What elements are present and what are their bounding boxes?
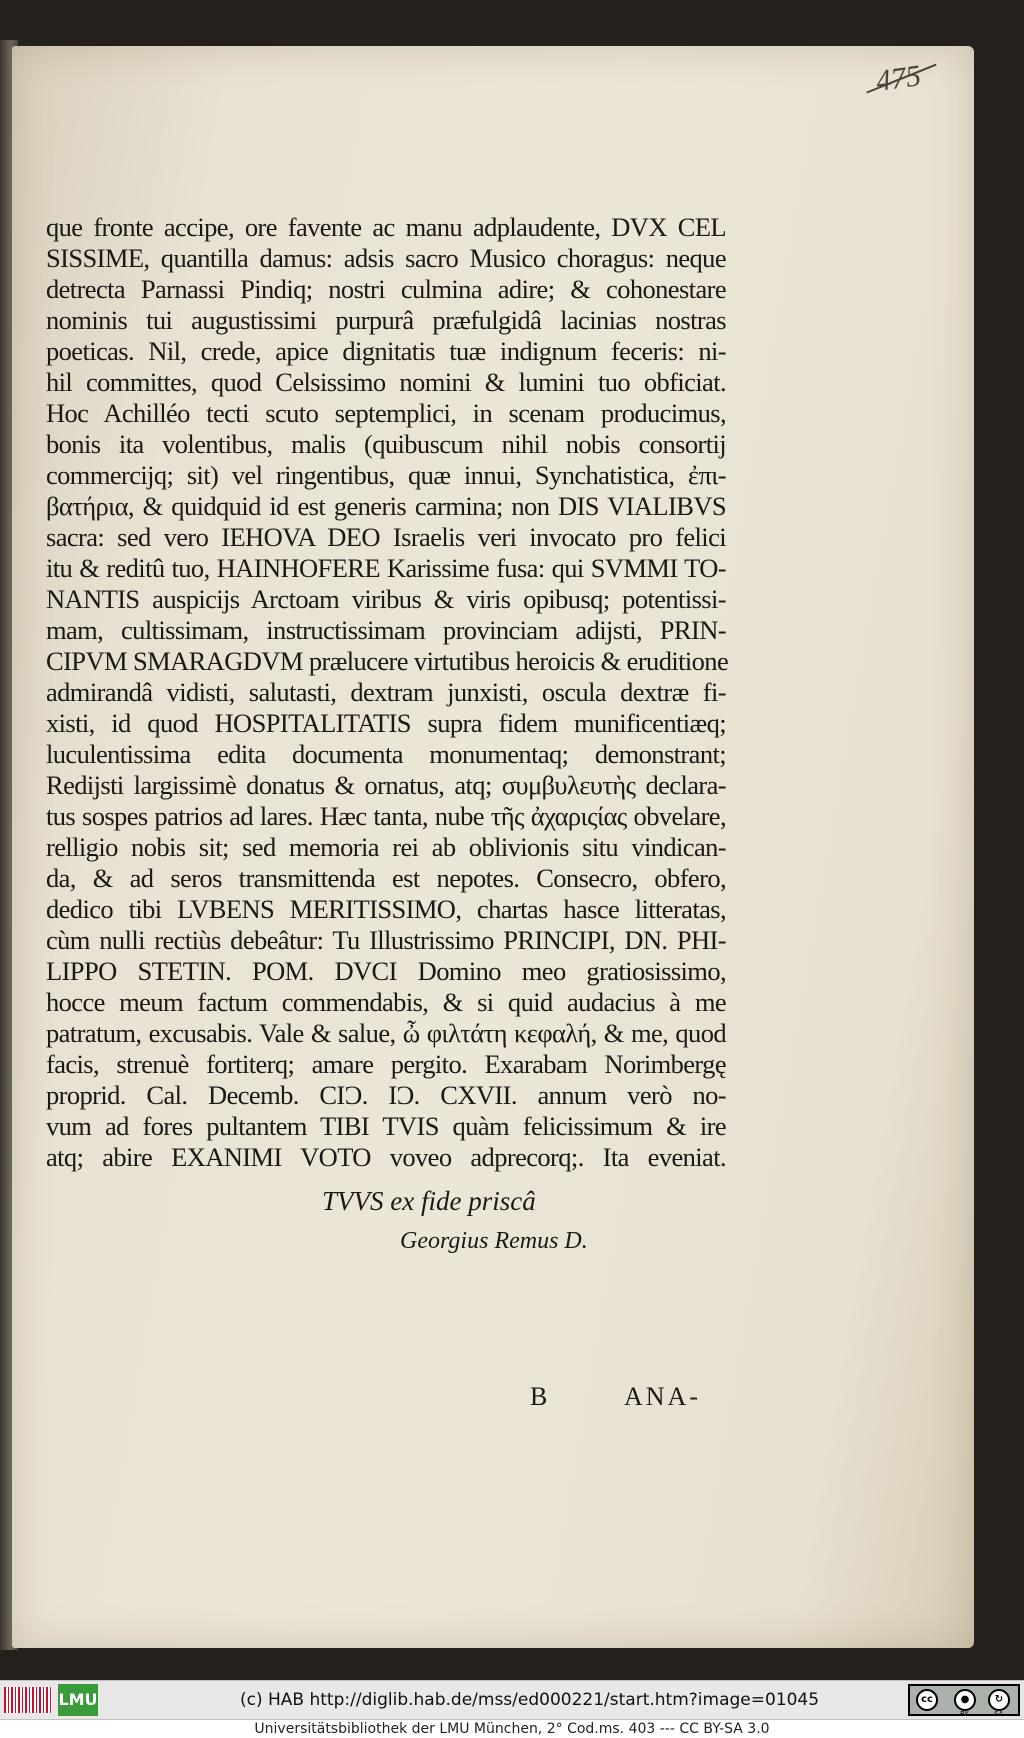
text-line: vum ad fores pultantem TIBI TVIS quàm felicissimum & ire	[46, 1111, 726, 1141]
text-line: proprid. Cal. Decemb. CIƆ. IƆ. CXVII. annum verò no-	[46, 1080, 726, 1110]
text-line: βατήρια, & quidquid id est generis carmina; non DIS VIALIBVS	[46, 491, 726, 521]
text-line: admirandâ vidisti, salutasti, dextram junxisti, oscula dextræ fi-	[46, 677, 726, 707]
by-person-icon: ●	[954, 1689, 976, 1711]
license-by-label: BY	[960, 1710, 969, 1718]
text-line: NANTIS auspicijs Arctoam viribus & viris opibusq; potentissi-	[46, 584, 726, 614]
signature-line-2: Georgius Remus D.	[400, 1228, 588, 1254]
credit-line: Universitätsbibliothek der LMU München, 2° Cod.ms. 403 --- CC BY-SA 3.0	[254, 1721, 770, 1737]
text-line: relligio nobis sit; sed memoria rei ab oblivionis situ vindican-	[46, 832, 726, 862]
cc-license-badge[interactable]	[908, 1684, 1020, 1716]
text-line: que fronte accipe, ore favente ac manu adplaudente, DVX CEL	[46, 212, 726, 242]
text-line: Redijsti largissimè donatus & ornatus, atq; συμβυλευτὴς declara-	[46, 770, 726, 800]
text-line: da, & ad seros transmittenda est nepotes. Consecro, obfero,	[46, 863, 726, 893]
text-line: itu & reditû tuo, HAINHOFERE Karissime fusa: qui SVMMI TO-	[46, 553, 726, 583]
cc-icon: cc	[916, 1689, 938, 1711]
text-line: commercijq; sit) vel ringentibus, quæ innui, Synchatistica, ἐπι-	[46, 460, 726, 490]
text-line: facis, strenuè fortiterq; amare pergito. Exarabam Norimbergę	[46, 1049, 726, 1079]
sa-share-icon: ↻	[988, 1689, 1010, 1711]
text-line: detrecta Parnassi Pindiq; nostri culmina adire; & cohonestare	[46, 274, 726, 304]
license-sa-label: SA	[994, 1710, 1004, 1718]
text-line: dedico tibi LVBENS MERITISSIMO, chartas hasce litteratas,	[46, 894, 726, 924]
text-line: CIPVM SMARAGDVM prælucere virtutibus heroicis & eruditione	[46, 646, 729, 676]
text-line: xisti, id quod HOSPITALITATIS supra fidem munificentiæq;	[46, 708, 726, 738]
footer	[0, 1680, 1024, 1738]
text-line: hocce meum factum commendabis, & si quid audacius à me	[46, 987, 726, 1017]
signature-mark: B	[530, 1382, 548, 1411]
text-line: LIPPO STETIN. POM. DVCI Domino meo gratiosissimo,	[46, 956, 726, 986]
signature-line-1: TVVS ex fide priscâ	[322, 1186, 536, 1216]
text-line: atq; abire EXANIMI VOTO voveo adprecorq;. Ita eveniat.	[46, 1142, 726, 1172]
text-line: Hoc Achilléo tecti scuto septemplici, in scenam producimus,	[46, 398, 726, 428]
text-line: mam, cultissimam, instructissimam provinciam adijsti, PRIN-	[46, 615, 726, 645]
text-line: luculentissima edita documenta monumentaq; demonstrant;	[46, 739, 726, 769]
source-link[interactable]: (c) HAB http://diglib.hab.de/mss/ed000221/start.htm?image=01045	[240, 1690, 820, 1710]
text-line: hil committes, quod Celsissimo nomini & lumini tuo obficiat.	[46, 367, 726, 397]
text-line: nominis tui augustissimi purpurâ præfulgidâ lacinias nostras	[46, 305, 726, 335]
text-line: bonis ita volentibus, malis (quibuscum nihil nobis consortij	[46, 429, 726, 459]
text-block	[46, 212, 729, 1173]
barcode-logo-icon	[4, 1687, 52, 1713]
text-line: SISSIME, quantilla damus: adsis sacro Musico choragus: neque	[46, 243, 726, 273]
catchword: ANA-	[624, 1382, 701, 1411]
footer-bar	[0, 1680, 1024, 1720]
text-line: tus sospes patrios ad lares. Hæc tanta, nube τῆς ἀχαριςίας obvelare,	[46, 801, 726, 831]
text-line: poeticas. Nil, crede, apice dignitatis tuæ indignum feceris: ni-	[46, 336, 726, 366]
folio-number: 475	[873, 59, 924, 98]
lmu-logo: LMU	[58, 1684, 98, 1716]
text-line: cùm nulli rectiùs debeâtur: Tu Illustrissimo PRINCIPI, DN. PHI-	[46, 925, 726, 955]
text-line: sacra: sed vero IEHOVA DEO Israelis veri invocato pro felici	[46, 522, 726, 552]
text-line: patratum, excusabis. Vale & salue, ὦ φιλτάτη κεφαλή, & me, quod	[46, 1018, 726, 1048]
